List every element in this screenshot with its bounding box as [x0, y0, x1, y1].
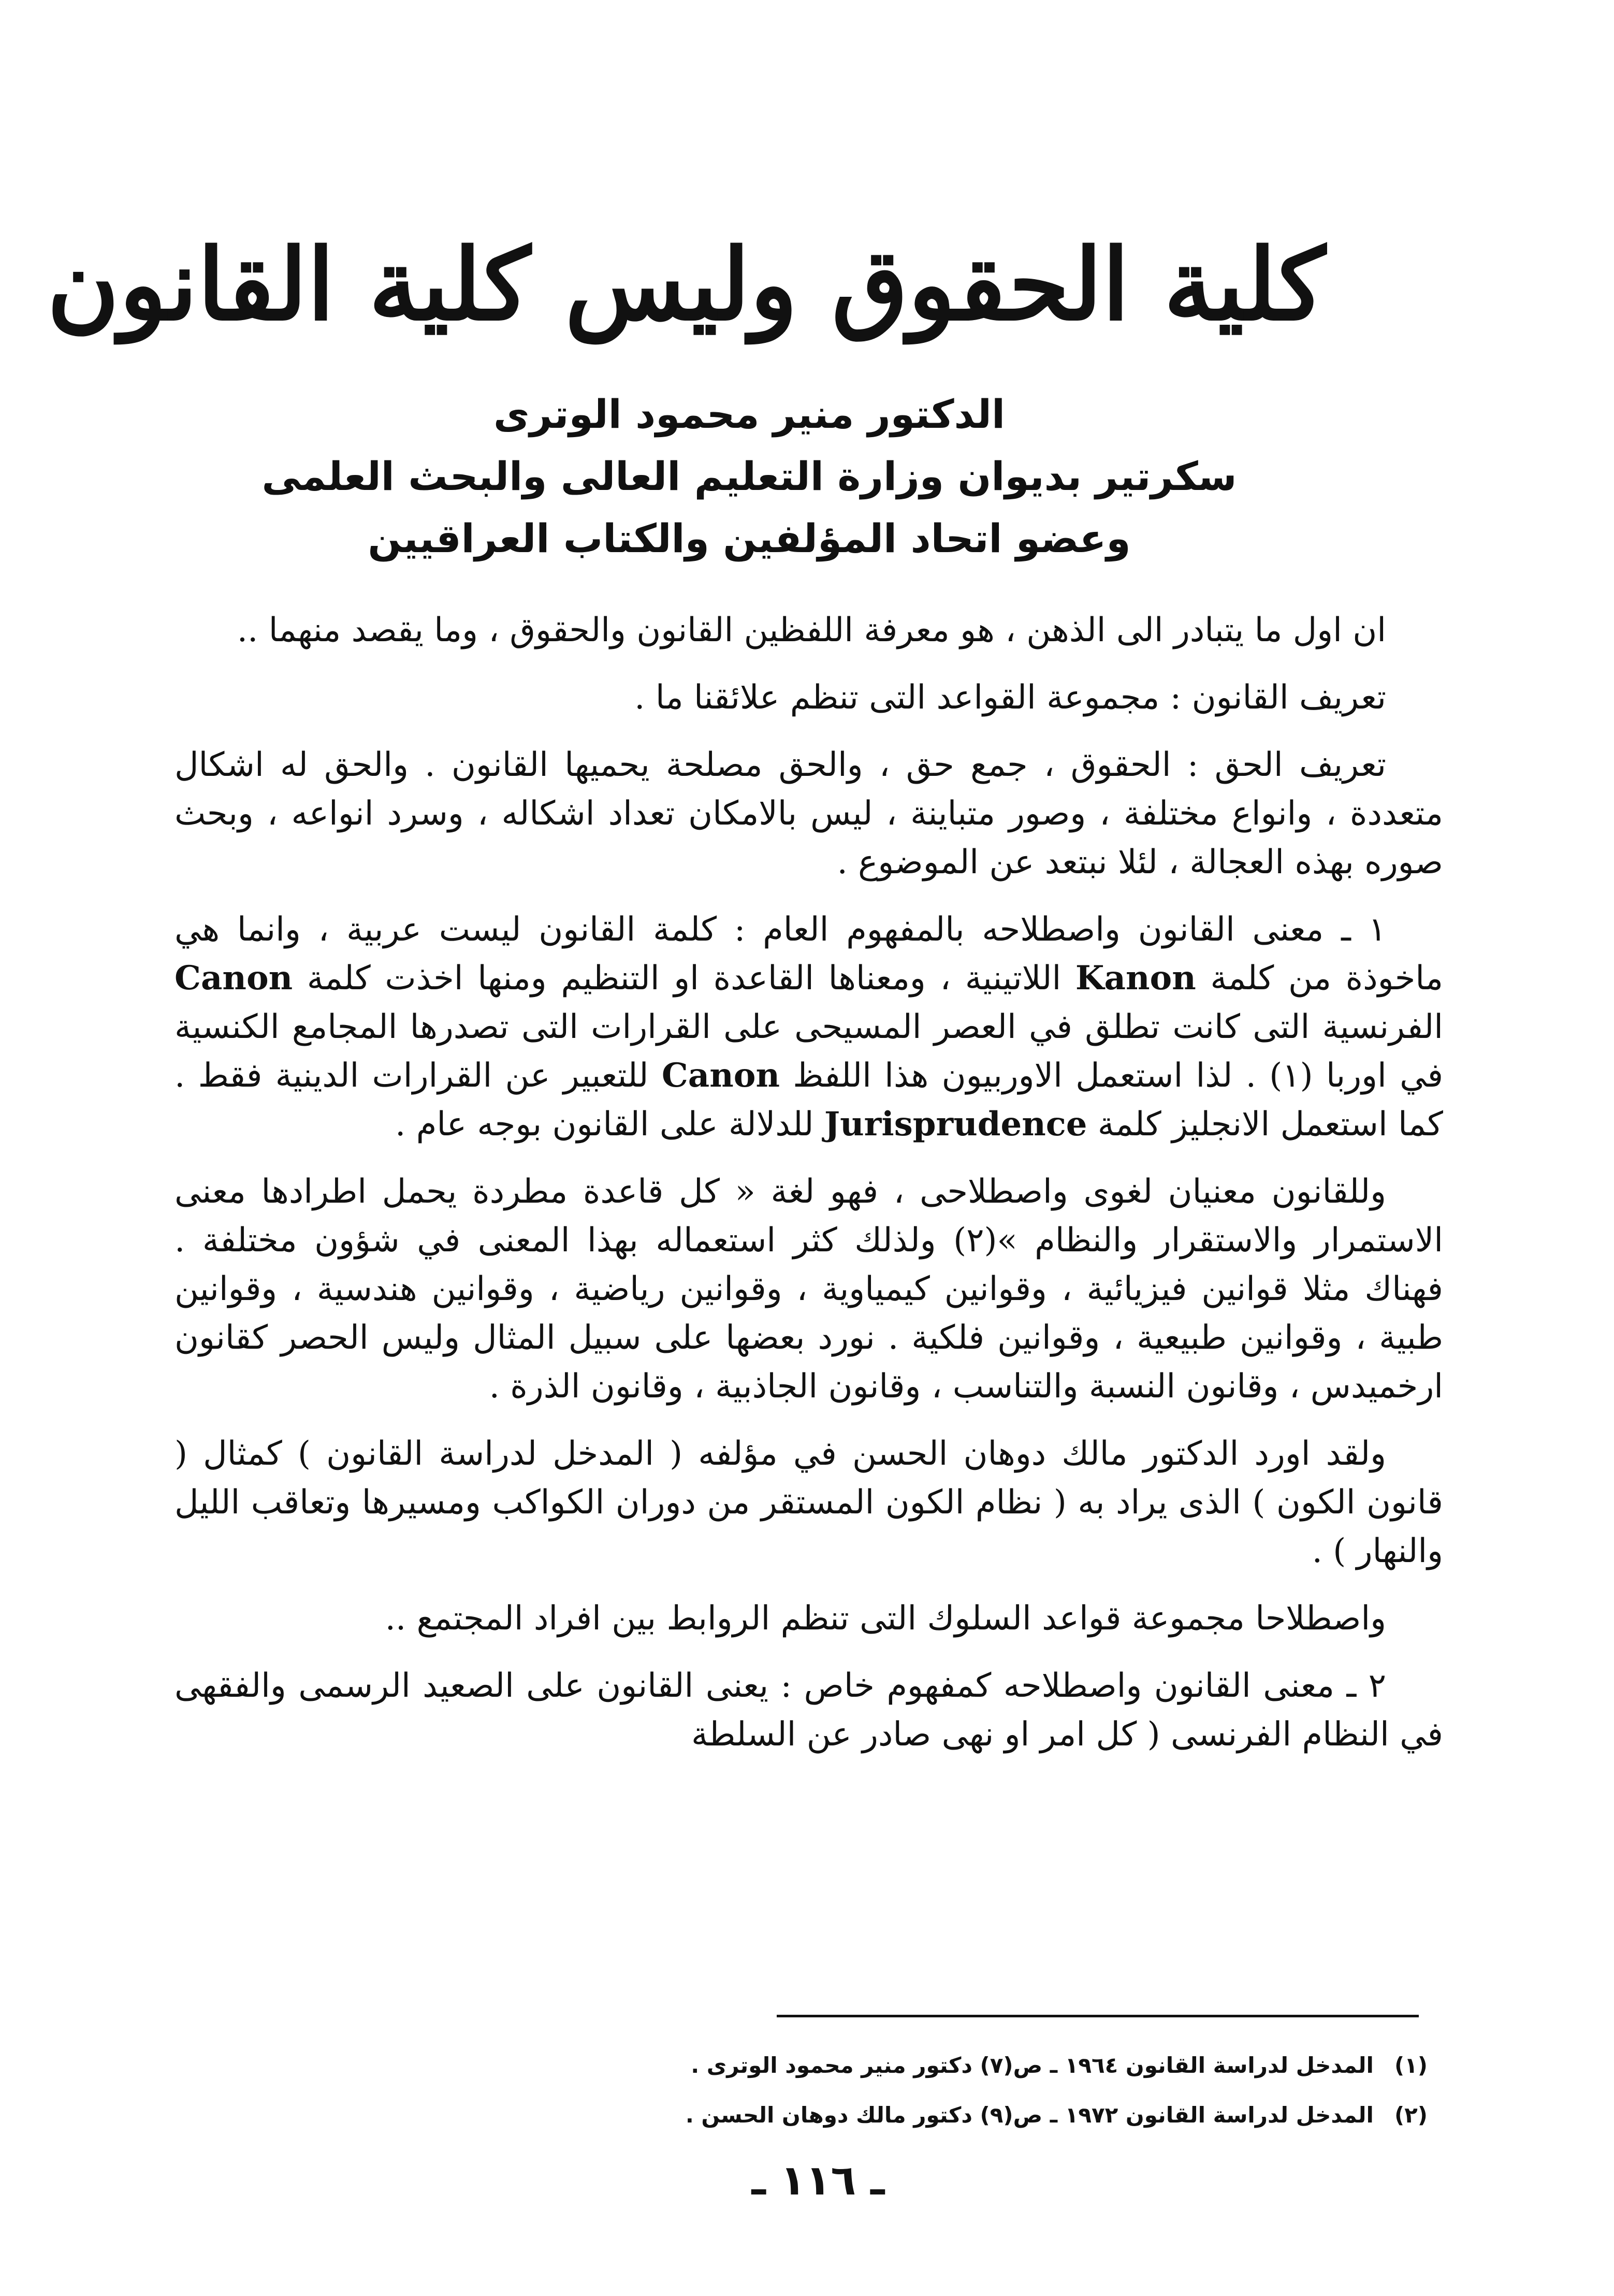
text-segment: للتعبير عن القرارات الدينية فقط . كما استعمل الانجليز كلمة [175, 1057, 1443, 1144]
author-membership: وعضو اتحاد المؤلفين والكتاب العراقيين [368, 515, 1131, 561]
footnote-text: المدخل لدراسة القانون ١٩٦٤ ـ ص(٧) دكتور منير محمود الوترى . [691, 2053, 1374, 2078]
paragraph-linguistic-meaning: وللقانون معنيان لغوى واصطلاحى ، فهو لغة « كل قاعدة مطردة يحمل اطرادها معنى الاستمرار والاستقرار والنظام »(٢) ولذلك كثر استعماله بهذا المعنى في شؤون مختلفة . فهناك مثلا قوانين فيزيائية ، وقوانين كيمياوية ، وقوانين رياضية ، وقوانين هندسية ، وقوانين طبية ، وقوانين طبيعية ، وقوانين فلكية . نورد بعضها على سبيل المثال وليس الحصر كقانون ارخميدس ، وقانون النسبة والتناسب ، وقانون الجاذبية ، وقانون الذرة . [175, 1173, 1444, 1406]
latin-term-kanon: Kanon [1075, 959, 1196, 998]
text-segment: للدلالة على القانون بوجه عام . [395, 1105, 814, 1144]
paragraph-cosmic-law: ولقد اورد الدكتور مالك دوهان الحسن في مؤلفه ( المدخل لدراسة القانون ) كمثال ( قانون الكون ) الذى يراد به ( نظام الكون المستقر من دوران الكواكب ومسيرها وتعاقب الليل والنهار ) . [175, 1435, 1443, 1570]
latin-term-canon-2: Canon [661, 1056, 780, 1095]
paragraph-general-meaning [175, 905, 1443, 1149]
author-block [102, 383, 1397, 570]
page-number: ـ ١١٦ ـ [751, 2156, 885, 2204]
paragraph-right-definition: تعريف الحق : الحقوق ، جمع حق ، والحق مصلحة يحميها القانون . والحق له اشكال متعددة ، وانواع مختلفة ، وصور متباينة ، ليس بالامكان تعداد اشكاله ، وسرد انواعه ، وبحث صوره بهذه العجالة ، لئلا نبتعد عن الموضوع . [175, 746, 1443, 882]
latin-term-canon: Canon [175, 959, 293, 998]
article-title-banner [47, 207, 1326, 363]
author-name: الدكتور منير محمود الوترى [493, 391, 1005, 437]
article-body [175, 606, 1443, 1778]
footnotes [288, 2041, 1428, 2140]
footnote-number: (٢) [1394, 2102, 1428, 2128]
footnote-1 [288, 2041, 1428, 2090]
footnote-number: (١) [1394, 2053, 1428, 2078]
latin-term-jurisprudence: Jurisprudence [824, 1105, 1087, 1144]
footnote-divider [777, 2015, 1419, 2017]
paragraph-law-definition: تعريف القانون : مجموعة القواعد التى تنظم علائقنا ما . [634, 678, 1386, 717]
paragraph-terminology: واصطلاحا مجموعة قواعد السلوك التى تنظم الروابط بين افراد المجتمع .. [385, 1599, 1386, 1638]
text-segment: ١ ـ معنى القانون واصطلاحه بالمفهوم العام : كلمة القانون ليست عربية ، وانما هي ماخوذة من كلمة [175, 911, 1444, 998]
article-title: كلية الحقوق وليس كلية القانون [47, 227, 1326, 342]
text-segment: الفرنسية التى كانت تطلق في العصر المسيحى على القرارات التى تصدرها المجامع الكنسية في اوربا (١) . لذا استعمل الاوربيون هذا اللفظ [175, 1008, 1444, 1095]
text-segment: اللاتينية ، ومعناها القاعدة او التنظيم ومنها اخذت كلمة [307, 959, 1062, 998]
footnote-text: المدخل لدراسة القانون ١٩٧٢ ـ ص(٩) دكتور مالك دوهان الحسن . [685, 2102, 1374, 2128]
paragraph-specific-meaning: ٢ ـ معنى القانون واصطلاحه كمفهوم خاص : يعنى القانون على الصعيد الرسمى والفقهى في النظام الفرنسى ( كل امر او نهى صادر عن السلطة [175, 1667, 1443, 1754]
author-position: سكرتير بديوان وزارة التعليم العالى والبحث العلمى [261, 453, 1237, 499]
paragraph-intro: ان اول ما يتبادر الى الذهن ، هو معرفة اللفظين القانون والحقوق ، وما يقصد منهما .. [237, 611, 1386, 649]
footnote-2 [288, 2090, 1428, 2140]
